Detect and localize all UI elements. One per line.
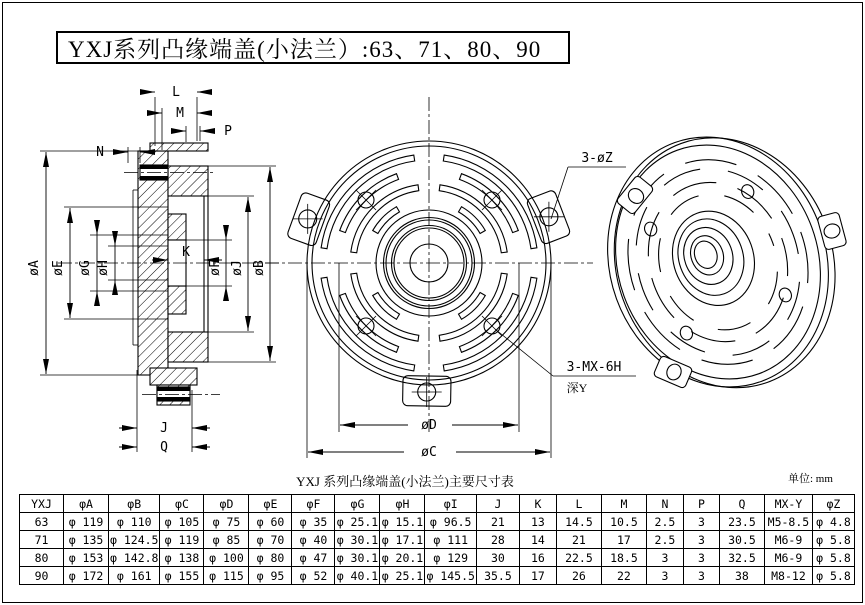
dim-label-Q: Q xyxy=(160,440,168,455)
table-cell: 32.5 xyxy=(719,549,764,567)
dim-label-dia-G: øG xyxy=(78,260,93,276)
table-header-cell: φE xyxy=(249,495,292,513)
table-header-cell: φH xyxy=(380,495,425,513)
dim-label-L: L xyxy=(172,85,180,100)
table-cell: φ 138 xyxy=(160,549,204,567)
table-cell: φ 60 xyxy=(249,513,292,531)
table-cell: 90 xyxy=(20,567,64,585)
table-cell: φ 85 xyxy=(204,531,249,549)
table-cell: φ 96.5 xyxy=(425,513,476,531)
table-header-cell: φZ xyxy=(812,495,854,513)
table-header-cell: φC xyxy=(160,495,204,513)
dim-label-N: N xyxy=(96,145,104,160)
table-header-cell: MX-Y xyxy=(764,495,812,513)
table-cell: 21 xyxy=(556,531,601,549)
dim-label-dia-H: øH xyxy=(96,260,111,276)
table-cell: φ 20.1 xyxy=(381,550,424,565)
table-cell: 26 xyxy=(556,567,601,585)
table-cell: φ 4.8 xyxy=(812,513,854,531)
table-cell: 23.5 xyxy=(719,513,764,531)
table-header-cell: P xyxy=(683,495,719,513)
unit-note: 单位: mm xyxy=(788,473,833,485)
table-cell: φ 47 xyxy=(292,549,335,567)
table-cell: 30 xyxy=(476,549,519,567)
front-view xyxy=(265,97,636,460)
table-cell: 80 xyxy=(20,549,64,567)
table-cell: 71 xyxy=(20,531,64,549)
table-cell: φ 17.1 xyxy=(381,532,424,547)
table-cell: φ 15.1 xyxy=(381,514,424,529)
table-cell: φ 119 xyxy=(160,531,204,549)
table-cell: φ 40 xyxy=(292,531,335,549)
table-cell: φ 5.8 xyxy=(812,531,854,549)
table-cell: φ 111 xyxy=(425,531,476,549)
table-row xyxy=(20,567,855,585)
table-cell: φ 155 xyxy=(160,567,204,585)
table-cell: 17 xyxy=(519,567,556,585)
table-header-cell: M xyxy=(601,495,646,513)
table-cell: 30.5 xyxy=(719,531,764,549)
table-cell: 16 xyxy=(519,549,556,567)
table-header-cell: Q xyxy=(719,495,764,513)
table-cell: 21 xyxy=(476,513,519,531)
table-cell: 38 xyxy=(719,567,764,585)
table-cell: 28 xyxy=(476,531,519,549)
table-header-cell: φA xyxy=(64,495,109,513)
table-header-cell: J xyxy=(476,495,519,513)
table-cell: φ 25.1 xyxy=(381,568,424,583)
table-cell: 13 xyxy=(519,513,556,531)
table-cell: 3 xyxy=(683,567,719,585)
table-cell: φ 25.1 xyxy=(336,514,379,529)
table-cell: φ 145.5 xyxy=(426,568,475,583)
table-row xyxy=(20,513,855,531)
table-cell: φ 105 xyxy=(160,513,204,531)
table-cell: φ 80 xyxy=(249,549,292,567)
note-hole-z: 3-øZ xyxy=(581,151,613,166)
dim-label-dia-D: øD xyxy=(421,418,437,433)
table-caption: YXJ 系列凸缘端盖(小法兰)主要尺寸表 xyxy=(296,474,514,489)
table-cell: 17 xyxy=(601,531,646,549)
table-cell: φ 30.1 xyxy=(336,550,379,565)
dim-label-dia-F: øF xyxy=(208,260,223,276)
dim-label-dia-J: øJ xyxy=(230,260,245,276)
table-cell: M6-9 xyxy=(764,549,812,567)
note-thread-depth: 深Y xyxy=(566,381,588,395)
table-cell: 35.5 xyxy=(476,567,519,585)
dim-label-M: M xyxy=(176,106,184,121)
table-cell: 14 xyxy=(519,531,556,549)
table-cell: M6-9 xyxy=(764,531,812,549)
table-header-cell: K xyxy=(519,495,556,513)
table-cell: 3 xyxy=(683,549,719,567)
table-cell: M5-8.5 xyxy=(764,513,812,531)
table-cell: 10.5 xyxy=(601,513,646,531)
note-thread: 3-MX-6H xyxy=(566,360,622,375)
table-header-cell: L xyxy=(556,495,601,513)
table-cell: φ 172 xyxy=(64,567,109,585)
table-cell: 3 xyxy=(683,531,719,549)
table-header-cell: φG xyxy=(335,495,380,513)
table-header-cell: φF xyxy=(292,495,335,513)
table-cell: φ 161 xyxy=(109,567,160,585)
table-cell: φ 5.8 xyxy=(812,549,854,567)
table-cell: 3 xyxy=(683,513,719,531)
table-cell: φ 40.1 xyxy=(336,568,379,583)
table-header-cell: φB xyxy=(109,495,160,513)
table-header-cell: φD xyxy=(204,495,249,513)
table-cell: φ 30.1 xyxy=(336,532,379,547)
table-cell: 22.5 xyxy=(556,549,601,567)
table-cell: φ 135 xyxy=(64,531,109,549)
dim-label-dia-C: øC xyxy=(421,445,437,460)
table-cell: φ 75 xyxy=(204,513,249,531)
table-cell: φ 110 xyxy=(109,513,160,531)
table-cell: φ 95 xyxy=(249,567,292,585)
table-cell: φ 35 xyxy=(292,513,335,531)
table-cell: φ 5.8 xyxy=(812,567,854,585)
table-cell: φ 70 xyxy=(249,531,292,549)
dim-label-J: J xyxy=(160,421,168,436)
table-cell: 3 xyxy=(646,567,683,585)
dim-label-dia-B: øB xyxy=(252,260,267,276)
dim-label-dia-E: øE xyxy=(51,260,66,276)
table-cell: φ 115 xyxy=(204,567,249,585)
leader-notes xyxy=(495,151,636,395)
table-header-cell: N xyxy=(646,495,683,513)
dim-label-dia-A: øA xyxy=(27,260,42,276)
table-cell: 3 xyxy=(646,549,683,567)
dimension-table xyxy=(19,494,855,585)
table-row xyxy=(20,531,855,549)
table-cell: φ 124.5 xyxy=(110,532,159,547)
table-cell: 63 xyxy=(20,513,64,531)
table-cell: M8-12 xyxy=(764,567,812,585)
table-cell: 14.5 xyxy=(556,513,601,531)
table-cell: 22 xyxy=(601,567,646,585)
table-cell: φ 153 xyxy=(64,549,109,567)
table-cell: φ 129 xyxy=(425,549,476,567)
section-view xyxy=(27,85,282,455)
table-header-cell: YXJ xyxy=(20,495,64,513)
table-header-cell: φI xyxy=(425,495,476,513)
table-cell: 2.5 xyxy=(646,531,683,549)
table-cell: φ 52 xyxy=(292,567,335,585)
drawing-title: YXJ系列凸缘端盖(小法兰）:63、71、80、90 xyxy=(68,37,542,62)
table-cell: φ 142.8 xyxy=(110,550,159,565)
iso-mounting-tabs xyxy=(616,175,847,389)
table-cell: φ 119 xyxy=(64,513,109,531)
table-header-row xyxy=(20,495,855,513)
table-row xyxy=(20,549,855,567)
table-cell: 18.5 xyxy=(601,549,646,567)
table-cell: 2.5 xyxy=(646,513,683,531)
dim-label-K: K xyxy=(182,245,190,260)
table-cell: φ 100 xyxy=(204,549,249,567)
dim-label-P: P xyxy=(224,124,232,139)
